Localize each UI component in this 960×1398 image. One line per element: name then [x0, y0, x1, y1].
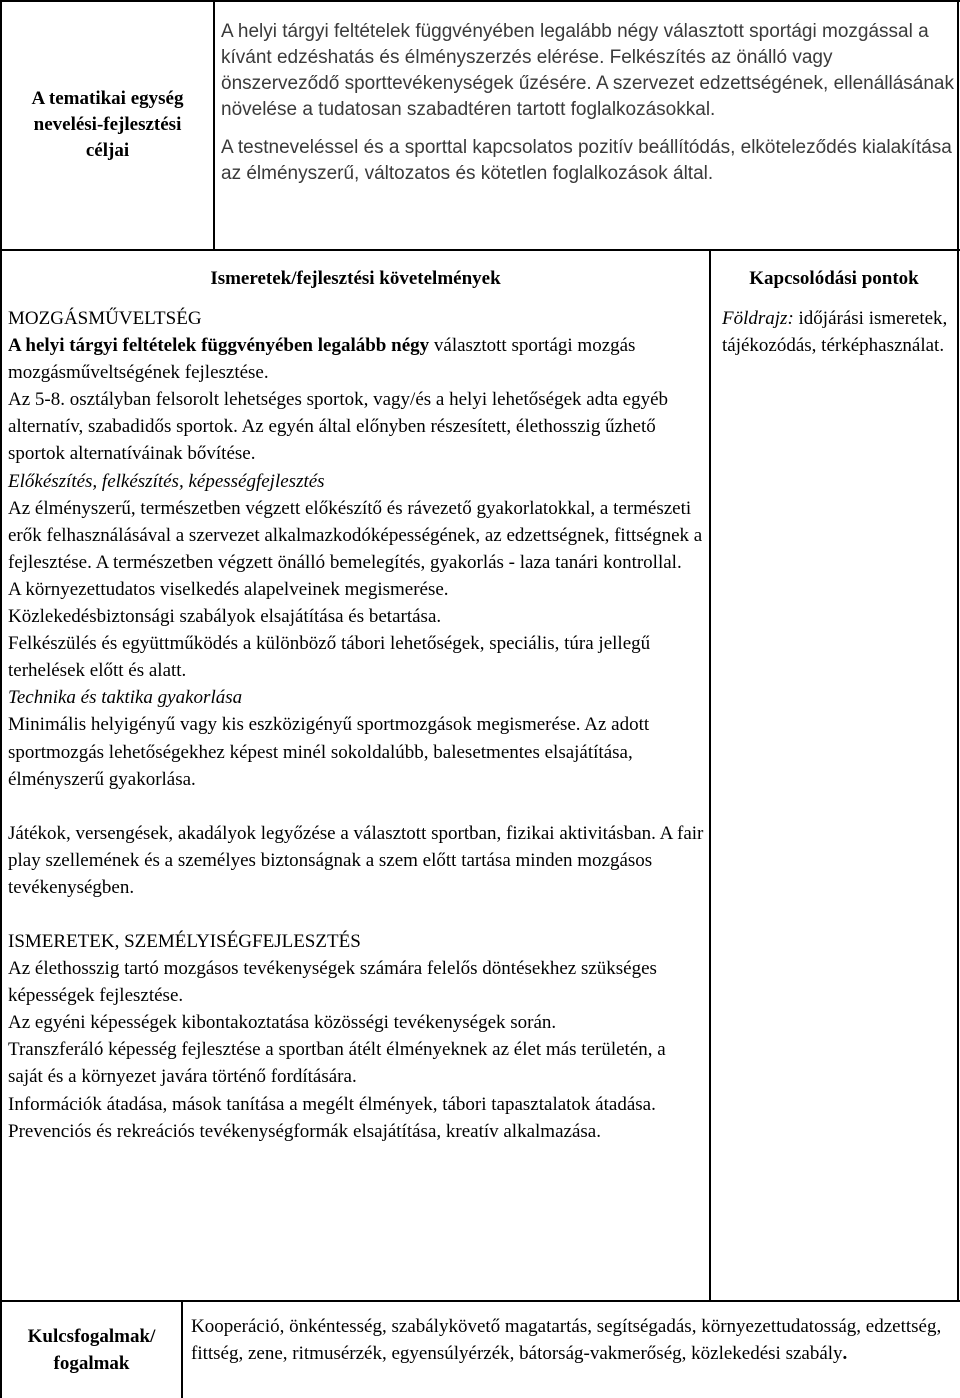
keywords-title: Kulcsfogalmak/ fogalmak — [27, 1325, 156, 1374]
connections-subject: Földrajz: — [722, 308, 794, 329]
requirements-paragraph: Információk átadása, mások tanítása a megélt élmények, tábori tapasztalatok átadása. — [8, 1093, 656, 1115]
connections-header: Kapcsolódási pontok — [749, 268, 919, 289]
goals-title-cell — [2, 0, 213, 249]
requirements-paragraph: Transzferáló képesség fejlesztése a sportban átélt élményeknek az élet más területén, a saját és a környezet javára történő fordítására. — [8, 1039, 666, 1088]
goals-row-divider — [0, 249, 960, 251]
connections-column-divider — [709, 249, 711, 1301]
requirements-paragraph: Az élményszerű, természetben végzett előkészítő és rávezető gyakorlatokkal, a természeti erők felhasználásával a szervezet alkalmazkodóképességének, az edzettségnek, fittségnek a fejlesztése. A természetben végzett önálló bemelegítés, gyakorlás - laza tanári kontrollal. — [8, 497, 703, 573]
requirements-paragraph: Felkészülés és együttműködés a különböző tábori lehetőségek, speciális, túra jellegű terhelések előtt és alatt. — [8, 633, 651, 682]
keywords-text-cell — [191, 1313, 951, 1367]
section-title-knowledge: ISMERETEK, SZEMÉLYISÉGFEJLESZTÉS — [8, 930, 361, 952]
table-border-right — [957, 0, 959, 1300]
requirements-paragraph: Prevenciós és rekreációs tevékenységformák elsajátítása, kreatív alkalmazása. — [8, 1120, 601, 1142]
requirements-paragraph: Az 5-8. osztályban felsorolt lehetséges sportok, vagy/és a helyi lehetőségek adta egyéb alternatív, szabadidős sportok. Az egyén által előnyben részesített, élethosszig űzhető sportok alternatíváinak bővítése. — [8, 389, 669, 465]
goals-paragraph: A helyi tárgyi feltételek függvényében legalább négy választott sportági mozgással a kívánt edzéshatás és élményszerzés elérése. Felkészítés az önálló vagy önszerveződő sporttevékenységek űzésére. A szervezet edzettségének, ellenállásának növelése a tudatosan szabadtéren tartott foglalkozásokkal. — [221, 21, 955, 120]
requirements-paragraph: Közlekedésbiztonsági szabályok elsajátítása és betartása. — [8, 606, 442, 628]
goals-column-divider — [213, 0, 215, 250]
section-title-movement: MOZGÁSMŰVELTSÉG — [8, 308, 202, 329]
requirements-paragraph: Az élethosszig tartó mozgásos tevékenységek számára felelős döntésekhez szükséges képességek fejlesztése. — [8, 958, 657, 1007]
subtitle-technique: Technika és taktika gyakorlása — [8, 687, 243, 709]
requirements-paragraph: A környezettudatos viselkedés alapelveinek megismerése. — [8, 578, 449, 600]
connections-body — [722, 305, 954, 359]
goals-text-cell — [221, 19, 955, 187]
keywords-text: Kooperáció, önkéntesség, szabálykövető magatartás, segítségadás, környezettudatosság, edzettség, fittség, zene, ritmusérzék, egyensúlyérzék, bátorság-vakmerőség, közlekedési szabály. — [191, 1316, 942, 1365]
keywords-column-divider — [181, 1300, 183, 1398]
requirements-paragraph: Játékok, versengések, akadályok legyőzése a választott sportban, fizikai aktivitásban. A fair play szellemének és a személyes biztonságnak a szem előtt tartása minden mozgásos tevékenységben. — [8, 822, 704, 898]
keywords-title-cell — [2, 1302, 181, 1398]
requirements-paragraph: Az egyéni képességek kibontakoztatása közösségi tevékenységek során. — [8, 1012, 557, 1034]
connections-text: Földrajz: időjárási ismeretek, tájékozódás, térképhasználat. — [722, 308, 948, 357]
subtitle-preparation: Előkészítés, felkészítés, képességfejlesztés — [8, 470, 325, 492]
requirements-body — [8, 305, 704, 1145]
requirements-paragraph: Minimális helyigényű vagy kis eszközigényű sportmozgások megismerése. Az adott sportmozgás lehetőségekhez képest minél sokoldalúbb, balesetmentes elsajátítása, élményszerű gyakorlása. — [8, 714, 650, 790]
goals-title: A tematikai egység nevelési-fejlesztési céljai — [31, 87, 184, 161]
requirements-header: Ismeretek/fejlesztési követelmények — [210, 268, 501, 289]
requirements-paragraph: A helyi tárgyi feltételek függvényében legalább négy választott sportági mozgás mozgásműveltségének fejlesztése. — [8, 335, 636, 384]
goals-paragraph: A testneveléssel és a sporttal kapcsolatos pozitív beállítódás, elköteleződés kialakítása az élményszerű, változatos és kötetlen foglalkozások által. — [221, 137, 952, 184]
